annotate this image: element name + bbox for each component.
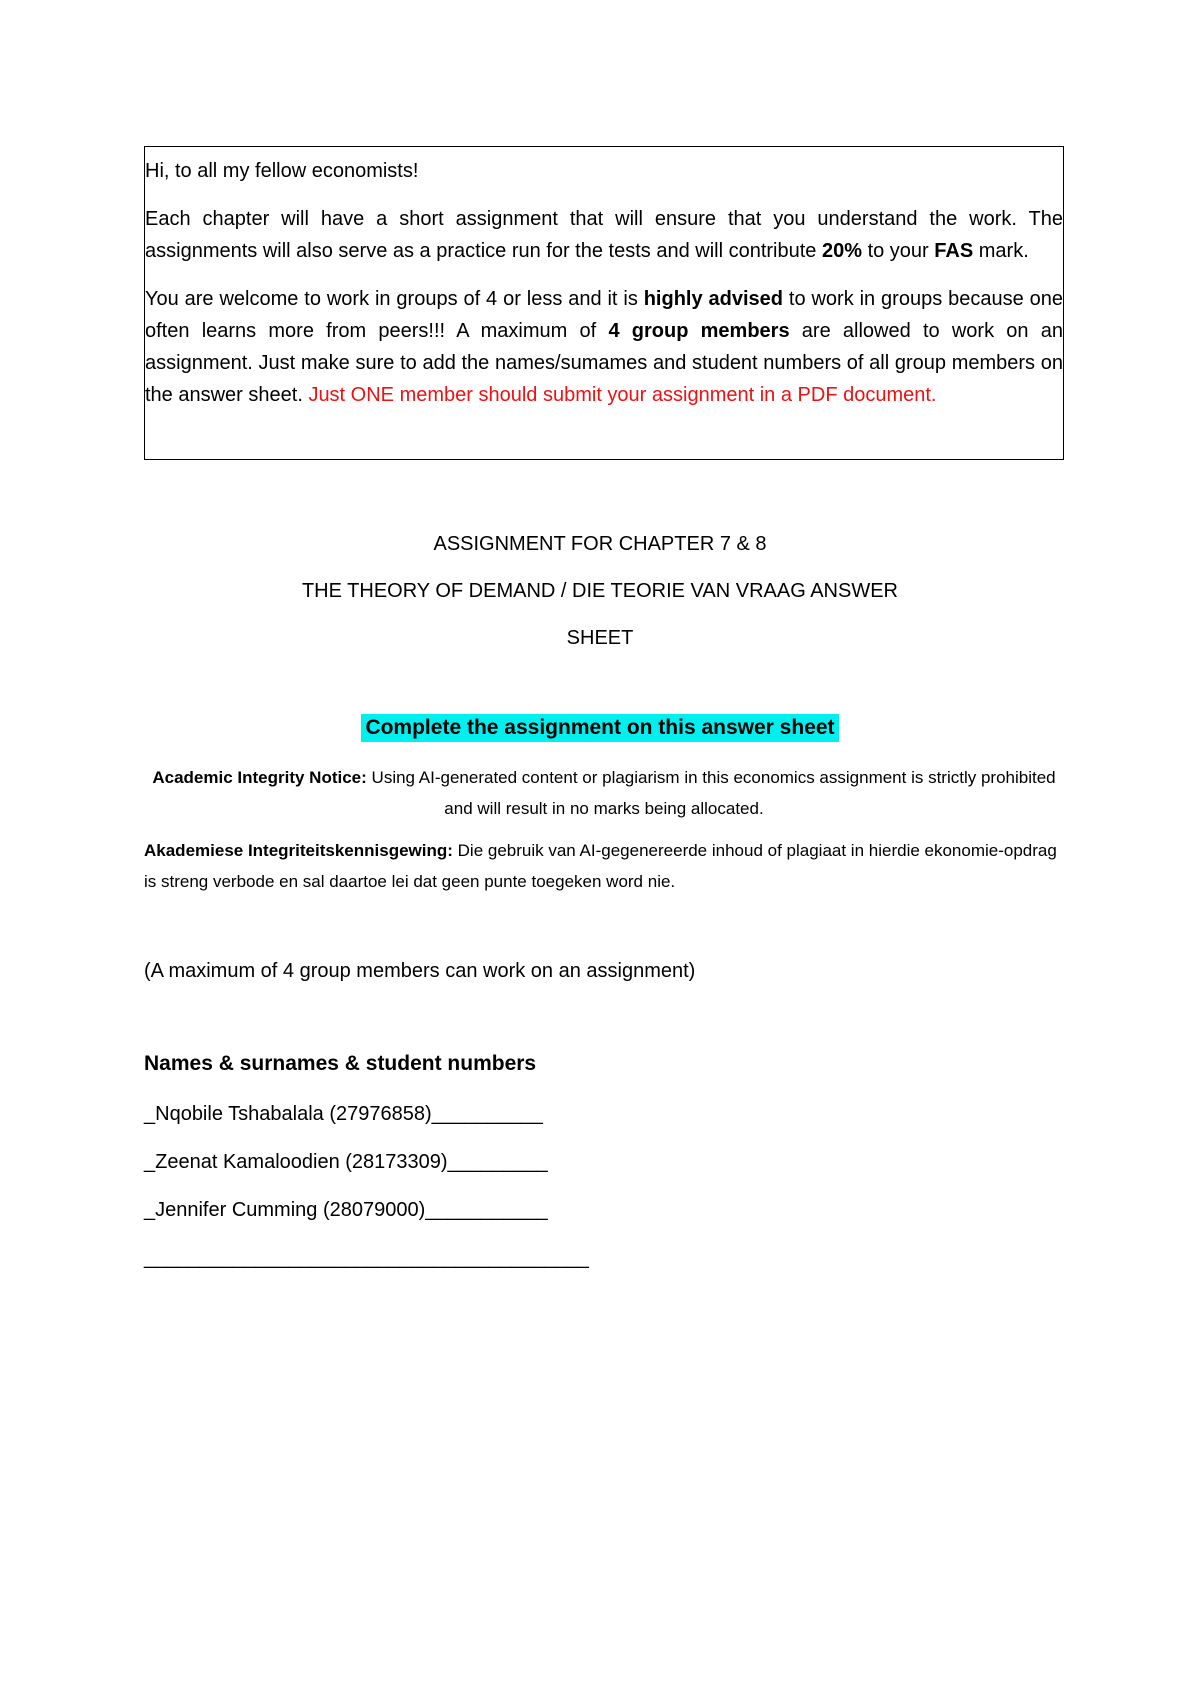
p2-text: You are welcome to work in groups of 4 or less and it is [145, 288, 644, 310]
group-note: (A maximum of 4 group members can work on an assignment) [144, 960, 696, 982]
notice-af-label: Akademiese Integriteitskennisgewing: [144, 841, 453, 860]
p1-text: Each chapter will have a short assignment that will ensure that you understand the work. The assignments will also serve as a practice run for the tests and will contribute [145, 208, 1063, 262]
p2-text: are allowed to work on an assignment. Just make sure to add the names/sumames and student numbers of all group members on the answer sheet. [145, 320, 1063, 406]
notice-en-label: Academic Integrity Notice: [152, 768, 367, 787]
assignment-title: ASSIGNMENT FOR CHAPTER 7 & 8 [433, 533, 767, 555]
p1-text: mark. [973, 240, 1029, 262]
greeting: Hi, to all my fellow economists! [145, 160, 419, 182]
intro-paragraph-2 [145, 283, 1063, 411]
member-line-blank: ________________________________________ [144, 1247, 589, 1269]
answer-sheet-callout: Complete the assignment on this answer sheet [361, 714, 838, 742]
p1-text: to your [862, 240, 935, 262]
callout-wrap [0, 714, 1200, 742]
p1-bold-percent: 20% [821, 240, 863, 262]
names-title: Names & surnames & student numbers [144, 1052, 537, 1075]
assignment-subtitle-cont: SHEET [566, 627, 634, 649]
member-line: _Jennifer Cumming (28079000)___________ [144, 1199, 548, 1221]
integrity-notice-af [144, 835, 1064, 897]
p1-bold-fas: FAS [934, 240, 974, 262]
member-line: _Zeenat Kamaloodien (28173309)_________ [144, 1151, 548, 1173]
integrity-notice-en [144, 762, 1064, 824]
p2-bold-members: 4 group members [608, 320, 790, 342]
intro-paragraph-1 [145, 203, 1063, 267]
p2-text: to work in groups because one often learns more from peers!!! A maximum of [145, 288, 1063, 342]
notice-af-text: Die gebruik van AI-gegenereerde inhoud of plagiaat in hierdie ekonomie-opdrag is streng verbode en sal daartoe lei dat geen punte toegeken word nie. [144, 841, 1057, 891]
intro-box [144, 146, 1064, 460]
member-line: _Nqobile Tshabalala (27976858)__________ [144, 1103, 543, 1125]
assignment-subtitle: THE THEORY OF DEMAND / DIE TEORIE VAN VRAAG ANSWER [301, 580, 899, 602]
submit-warning: Just ONE member should submit your assignment in a PDF document. [308, 384, 937, 406]
notice-en-text: Using AI-generated content or plagiarism in this economics assignment is strictly prohibited and will result in no marks being allocated. [366, 768, 1056, 818]
p2-bold-advised: highly advised [643, 288, 783, 310]
